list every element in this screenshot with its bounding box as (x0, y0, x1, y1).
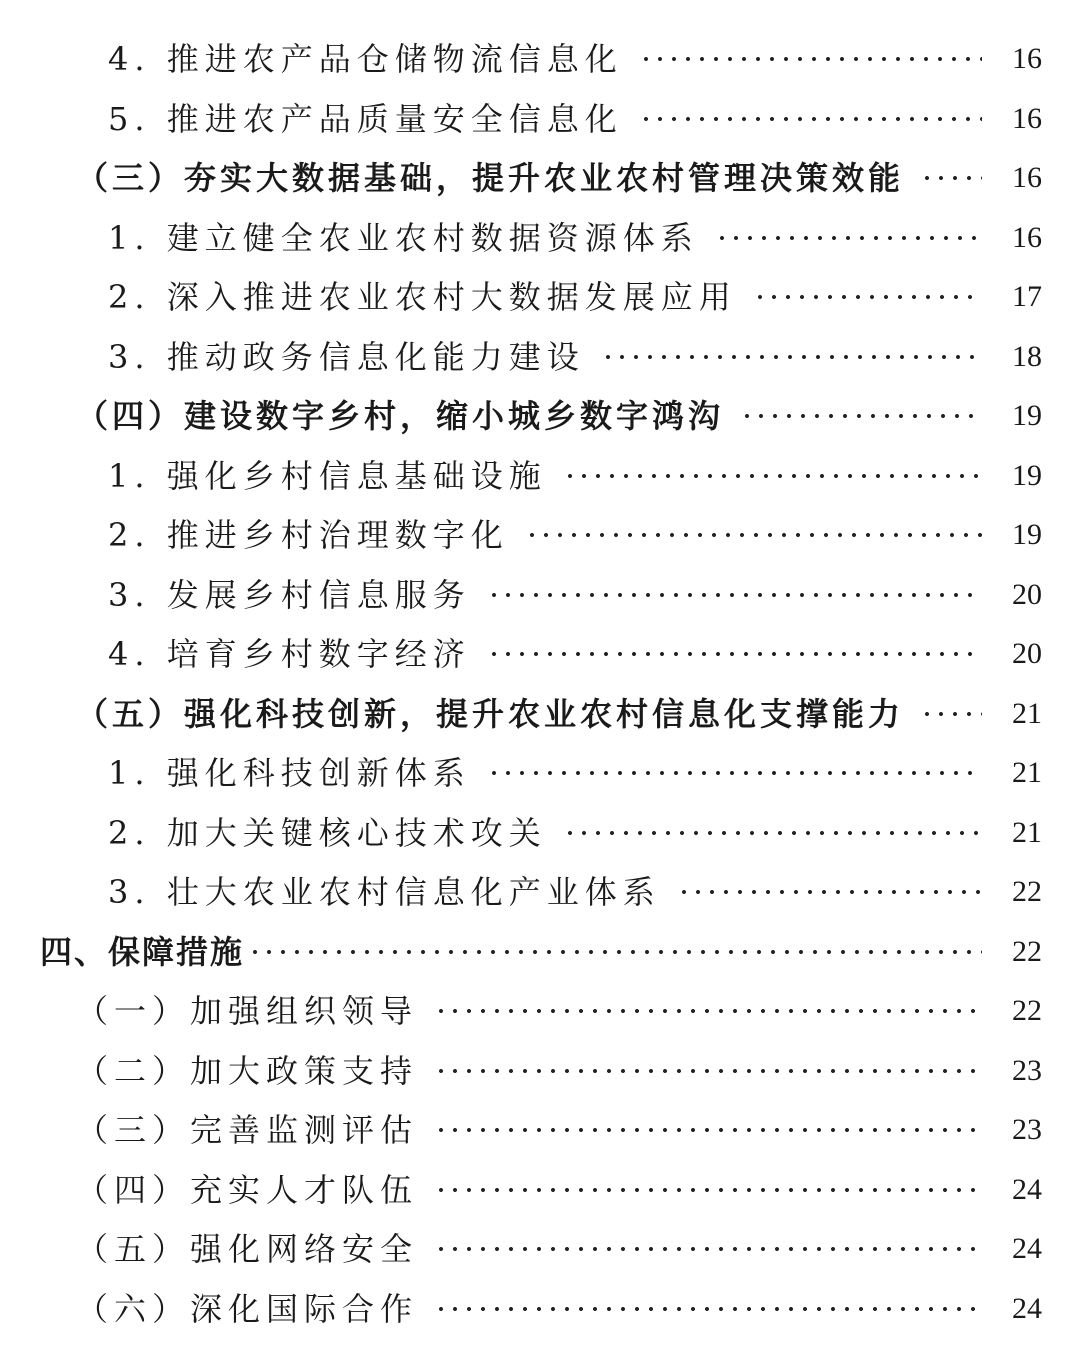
toc-entry-title: 1. 建立健全农业农村数据资源体系 (108, 219, 699, 257)
toc-page-number: 21 (1012, 816, 1042, 849)
toc-entry-title: （四）建设数字乡村，缩小城乡数字鸿沟 (76, 397, 725, 435)
toc-page-number: 24 (1012, 1232, 1042, 1265)
toc-entry-title: 4. 培育乡村数字经济 (108, 635, 471, 673)
toc-entry-title: 2. 推进乡村治理数字化 (108, 516, 509, 554)
toc-page-number: 19 (1012, 399, 1042, 432)
toc-page-number: 24 (1012, 1292, 1042, 1325)
toc-entry-title: 3. 发展乡村信息服务 (108, 576, 471, 614)
dot-leader (434, 1108, 982, 1152)
toc-page-number: 21 (1012, 756, 1042, 789)
toc-entry-title: 3. 壮大农业农村信息化产业体系 (108, 873, 661, 911)
dot-leader (434, 1287, 982, 1331)
toc-entry[interactable] (0, 811, 1080, 855)
toc-page-number: 16 (1012, 221, 1042, 254)
dot-leader (434, 1227, 982, 1271)
toc-entry[interactable] (0, 573, 1080, 617)
toc-page-number: 23 (1012, 1054, 1042, 1087)
toc-entry[interactable] (0, 632, 1080, 676)
dot-leader (740, 394, 982, 438)
toc-page-number: 17 (1012, 280, 1042, 313)
dot-leader (920, 156, 982, 200)
toc-entry[interactable] (0, 1287, 1080, 1331)
toc-entry[interactable] (0, 692, 1080, 736)
toc-entry[interactable] (0, 394, 1080, 438)
dot-leader (487, 573, 982, 617)
toc-entry-title: （二）加大政策支持 (76, 1052, 419, 1090)
toc-entry-title: 5. 推进农产品质量安全信息化 (108, 100, 623, 138)
toc-entry-title: 2. 加大关键核心技术攻关 (108, 814, 547, 852)
toc-entry-title: （五）强化科技创新，提升农业农村信息化支撑能力 (76, 695, 905, 733)
toc-entry[interactable] (0, 37, 1080, 81)
dot-leader (434, 1168, 982, 1212)
toc-entry-title: 1. 强化乡村信息基础设施 (108, 457, 547, 495)
toc-page-number: 21 (1012, 697, 1042, 730)
toc-entry[interactable] (0, 1049, 1080, 1093)
dot-leader (563, 454, 982, 498)
toc-page-number: 20 (1012, 637, 1042, 670)
toc-entry[interactable] (0, 156, 1080, 200)
dot-leader (525, 513, 982, 557)
toc-entry[interactable] (0, 454, 1080, 498)
toc-entry[interactable] (0, 989, 1080, 1033)
toc-entry[interactable] (0, 513, 1080, 557)
dot-leader (639, 37, 982, 81)
toc-page-number: 23 (1012, 1113, 1042, 1146)
toc-page-number: 20 (1012, 578, 1042, 611)
toc-entry[interactable] (0, 870, 1080, 914)
toc-entry[interactable] (0, 1227, 1080, 1271)
toc-entry-title: （四）充实人才队伍 (76, 1171, 419, 1209)
dot-leader (563, 811, 982, 855)
toc-entry[interactable] (0, 930, 1080, 974)
toc-entry-title: 3. 推动政务信息化能力建设 (108, 338, 585, 376)
dot-leader (677, 870, 982, 914)
toc-entry-title: 2. 深入推进农业农村大数据发展应用 (108, 278, 737, 316)
toc-page-number: 19 (1012, 459, 1042, 492)
dot-leader (639, 97, 982, 141)
toc-entry[interactable] (0, 275, 1080, 319)
dot-leader (601, 335, 982, 379)
toc-entry-title: （三）完善监测评估 (76, 1111, 419, 1149)
toc-entry[interactable] (0, 1168, 1080, 1212)
dot-leader (715, 216, 982, 260)
toc-entry-title: （六）深化国际合作 (76, 1290, 419, 1328)
toc-entry-title: （一）加强组织领导 (76, 992, 419, 1030)
toc-page-number: 16 (1012, 102, 1042, 135)
toc-entry-title: （三）夯实大数据基础，提升农业农村管理决策效能 (76, 159, 905, 197)
toc-page-number: 22 (1012, 875, 1042, 908)
toc-entry[interactable] (0, 97, 1080, 141)
toc-entry-title: 4. 推进农产品仓储物流信息化 (108, 40, 623, 78)
toc-entry[interactable] (0, 335, 1080, 379)
toc-entry[interactable] (0, 216, 1080, 260)
toc-page-number: 16 (1012, 161, 1042, 194)
toc-entry-title: （五）强化网络安全 (76, 1230, 419, 1268)
toc-page-number: 22 (1012, 994, 1042, 1027)
toc-entry[interactable] (0, 751, 1080, 795)
dot-leader (248, 930, 982, 974)
toc-page-number: 16 (1012, 42, 1042, 75)
dot-leader (920, 692, 982, 736)
dot-leader (487, 632, 982, 676)
toc-entry-title: 1. 强化科技创新体系 (108, 754, 471, 792)
dot-leader (487, 751, 982, 795)
toc-page-number: 24 (1012, 1173, 1042, 1206)
toc-entry[interactable] (0, 1108, 1080, 1152)
dot-leader (434, 989, 982, 1033)
toc-page-number: 22 (1012, 935, 1042, 968)
toc-page-number: 19 (1012, 518, 1042, 551)
dot-leader (753, 275, 982, 319)
dot-leader (434, 1049, 982, 1093)
toc-page-number: 18 (1012, 340, 1042, 373)
toc-entry-title: 四、保障措施 (40, 933, 245, 971)
